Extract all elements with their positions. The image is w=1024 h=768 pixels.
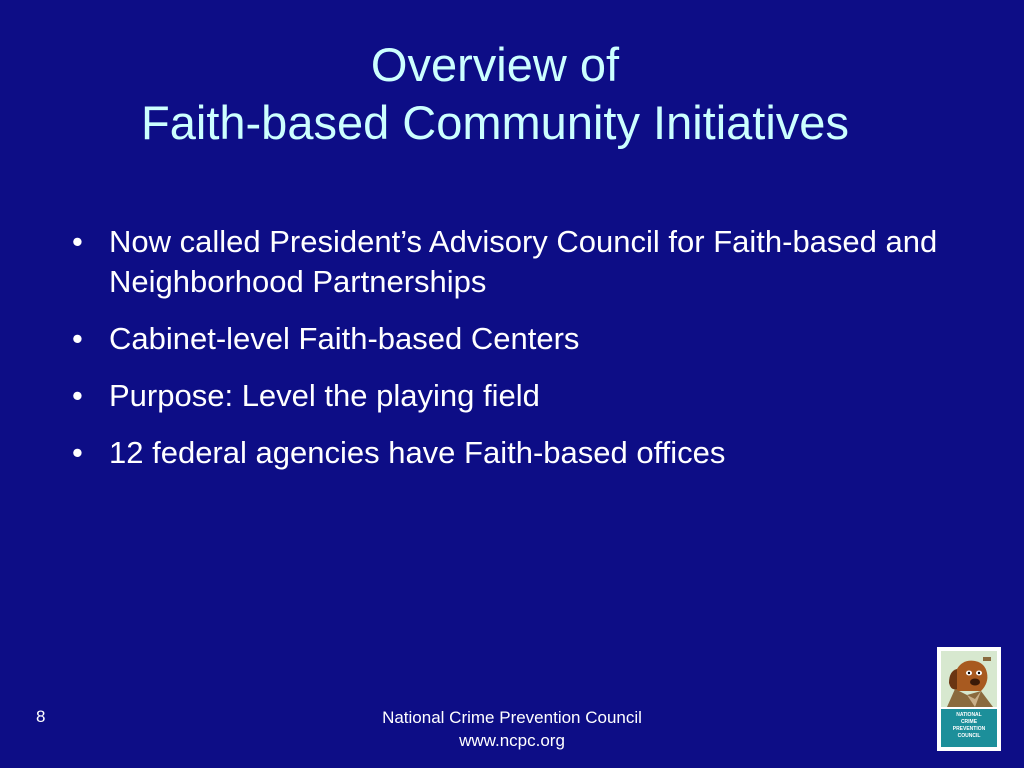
title-line-1: Overview of [370, 38, 620, 91]
dog-icon [941, 651, 997, 707]
bullet-text: Cabinet-level Faith-based Centers [109, 321, 580, 356]
logo-line-2: CRIME [960, 719, 978, 725]
title-line-2: Faith-based Community Initiatives [141, 96, 849, 149]
bullet-item [72, 222, 972, 302]
bullet-marker: • [72, 224, 83, 259]
bullet-item [72, 433, 972, 473]
logo-text-band [941, 709, 997, 747]
bullet-text: Now called President’s Advisory Council for Faith-based and Neighborhood Partnerships [109, 224, 938, 299]
logo-line-3: PREVENTION [952, 726, 986, 732]
page-number: 8 [36, 707, 46, 726]
footer-org-url: www.ncpc.org [459, 731, 565, 750]
footer-organization [312, 706, 712, 752]
footer-org-name: National Crime Prevention Council [382, 708, 642, 727]
slide-title [0, 36, 990, 152]
logo-line-1: NATIONAL [956, 712, 982, 718]
bullet-text: Purpose: Level the playing field [109, 378, 540, 413]
mcgruff-dog-logo-icon [937, 647, 1001, 751]
bullet-marker: • [72, 378, 83, 413]
bullet-marker: • [72, 321, 83, 356]
bullet-item [72, 319, 972, 359]
logo-line-4: COUNCIL [957, 733, 981, 739]
bullet-text: 12 federal agencies have Faith-based offices [109, 435, 726, 470]
bullet-marker: • [72, 435, 83, 470]
bullet-list [72, 222, 972, 490]
bullet-item [72, 376, 972, 416]
logo-dog-image [941, 651, 997, 707]
